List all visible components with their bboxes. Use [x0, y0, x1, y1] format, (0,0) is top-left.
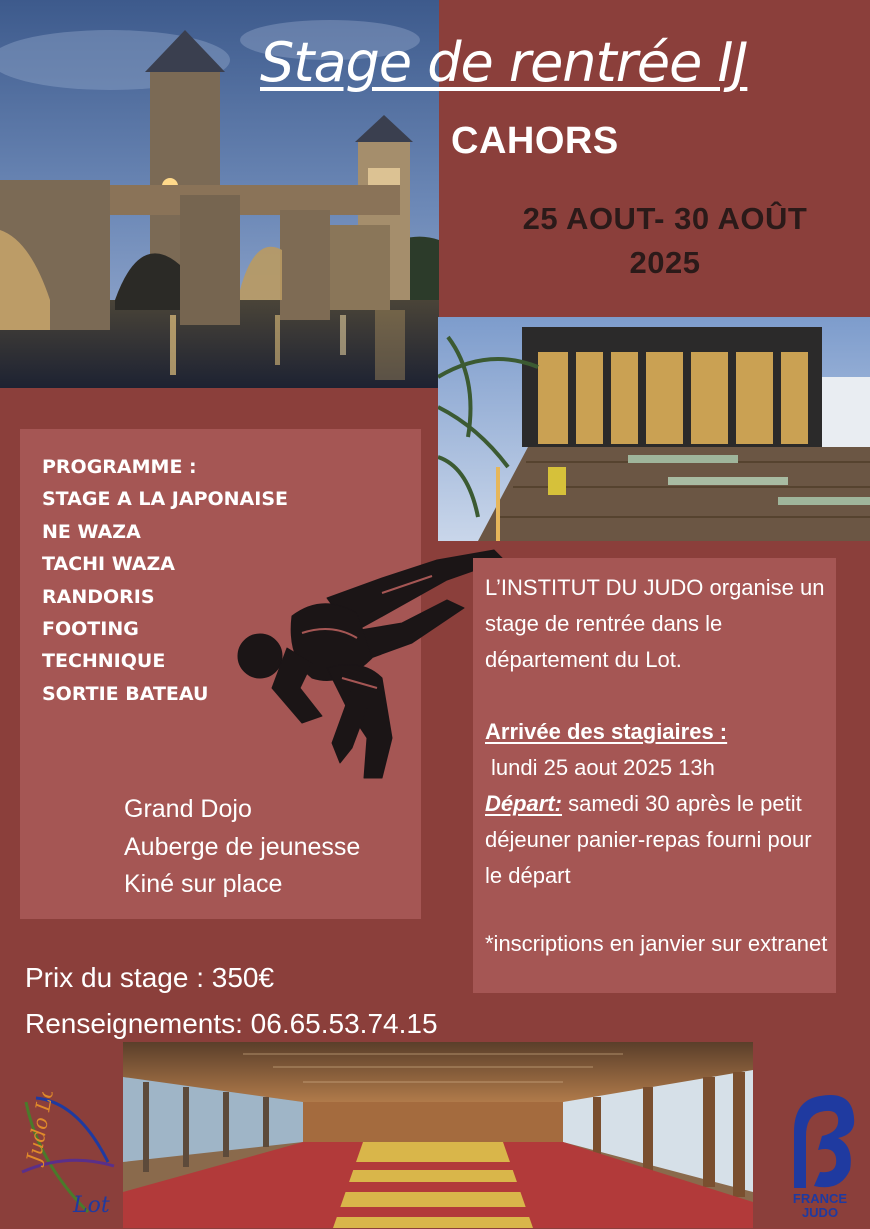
info-intro: L’INSTITUT DU JUDO organise un stage de rentrée dans le département du Lot.: [485, 575, 825, 672]
inscriptions-note: *inscriptions en janvier sur extranet: [485, 931, 828, 956]
facility-item: Auberge de jeunesse: [124, 832, 361, 861]
dojo-photo: [123, 1042, 753, 1228]
programme-item: SORTIE BATEAU: [42, 682, 209, 705]
programme-item: RANDORIS: [42, 585, 155, 608]
arrival-value: lundi 25 aout 2025 13h: [491, 755, 715, 780]
info-panel: [473, 558, 836, 993]
price-text: Prix du stage : 350€: [25, 962, 275, 993]
departure-info: [485, 786, 830, 894]
programme-item: STAGE A LA JAPONAISE: [42, 488, 288, 511]
facility-item: Kiné sur place: [124, 870, 283, 898]
france-judo-label: FRANCE JUDO: [792, 1191, 848, 1220]
programme-item: FOOTING: [42, 618, 139, 641]
programme-item: TACHI WAZA: [42, 553, 176, 576]
judo-lot-logo-icon: [18, 1092, 118, 1224]
programme-item: NE WAZA: [42, 520, 141, 543]
departure-label: Départ:: [485, 791, 563, 816]
dates-line-1: 25 AOUT- 30 AOÛT: [522, 201, 808, 236]
svg-text:Lot: Lot: [73, 1193, 110, 1218]
institute-terrace-photo: [438, 317, 870, 541]
departure-value: samedi 30 après le petit déjeuner panier-repas fourni pour le départ: [485, 791, 812, 888]
dates-heading: [470, 197, 860, 285]
city-heading: CAHORS: [451, 120, 619, 162]
judoka-illustration-icon: [232, 538, 512, 783]
contact-text: Renseignements: 06.65.53.74.15: [25, 1008, 438, 1039]
page-title: Stage de rentrée IJ: [260, 31, 748, 94]
facilities-list: [124, 791, 360, 904]
programme-item: TECHNIQUE: [42, 650, 166, 673]
logo-judo-text: Judo Lot: [21, 1092, 60, 1165]
facility-item: Grand Dojo: [124, 795, 252, 823]
arrival-label: Arrivée des stagiaires :: [485, 719, 728, 744]
programme-heading: PROGRAMME :: [42, 456, 197, 478]
dates-line-2: 2025: [629, 245, 701, 280]
